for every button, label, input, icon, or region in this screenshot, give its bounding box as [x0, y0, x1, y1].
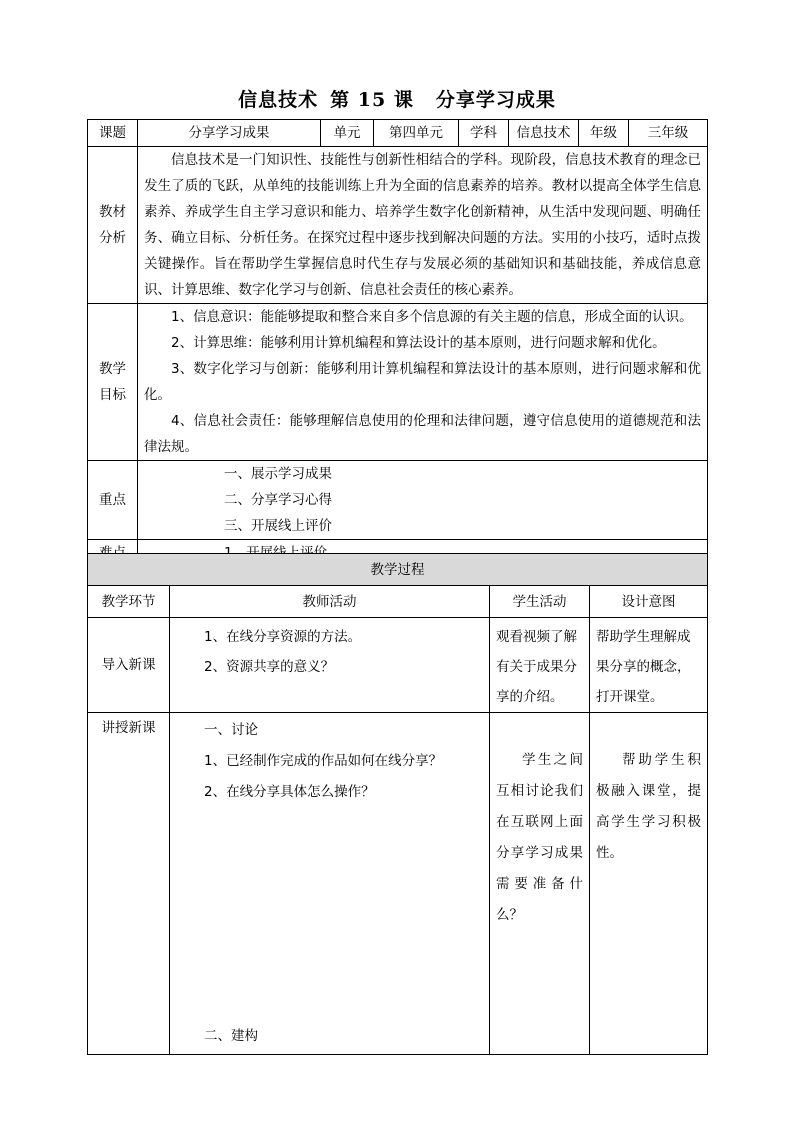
subject-value: 信息技术 [509, 120, 579, 147]
key-point-item: 三、开展线上评价 [224, 518, 332, 534]
goal-item: 2、计算思维：能够利用计算机编程和算法设计的基本原则，进行问题求解和优化。 [171, 335, 666, 351]
key-point-item: 一、展示学习成果 [224, 466, 332, 482]
analysis-text: 信息技术是一门知识性、技能性与创新性相结合的学科。现阶段，信息技术教育的理念已发生了质的飞跃，从单纯的技能训练上升为全面的信息素养的培养。教材以提高全体学生信息素养、养成学生自主学习意识和能力、培养学生数字化创新精神，从生活中发现问题、明确任务、确立目标、分析任务。在探究过程中逐步找到解决问题的方法。实用的小技巧，适时点拨关键操作。旨在帮助学生掌握信息时代生存与发展必须的基础知识和基础技能，养成信息意识、计算思维、数字化学习与创新、信息社会责任的核心素养。 [138, 147, 708, 304]
analysis-label: 教材 分析 [88, 147, 138, 304]
goals-label: 教学 目标 [88, 304, 138, 461]
key-points-label: 重点 [88, 461, 138, 540]
page-title: 信息技术 第 15 课 分享学习成果 [238, 89, 556, 111]
goal-item: 3、数字化学习与创新：能够利用计算机编程和算法设计的基本原则，进行问题求解和优化。 [144, 361, 701, 403]
col-intent-header: 设计意图 [590, 586, 708, 618]
process-header: 教学过程 [88, 554, 708, 586]
intro-teacher: 1、在线分享资源的方法。 2、资源共享的意义？ [170, 618, 490, 713]
goal-item: 1、信息意识：能能够提取和整合来自多个信息源的有关主题的信息，形成全面的认识。 [171, 309, 693, 325]
intro-student: 观看视频了解有关于成果分享的介绍。 [490, 618, 590, 713]
key-points-list [138, 461, 708, 540]
col-teacher-header: 教师活动 [170, 586, 490, 618]
subject-label: 学科 [459, 120, 509, 147]
lecture-intent: 帮助学生积极融入课堂，提高学生学习积极性。 [590, 713, 708, 1055]
lecture-student: 学生之间互相讨论我们在互联网上面分享学习成果需要准备什么？ [490, 713, 590, 1055]
intro-intent: 帮助学生理解成果分享的概念，打开课堂。 [590, 618, 708, 713]
goals-list [138, 304, 708, 461]
col-student-header: 学生活动 [490, 586, 590, 618]
unit-value: 第四单元 [374, 120, 459, 147]
lesson-info-table [87, 119, 708, 567]
lesson-label: 课题 [88, 120, 138, 147]
unit-label: 单元 [321, 120, 374, 147]
process-table [87, 553, 708, 1055]
lesson-value: 分享学习成果 [138, 120, 321, 147]
goal-item: 4、信息社会责任：能够理解信息使用的伦理和法律问题，遵守信息使用的道德规范和法律法规。 [144, 413, 701, 455]
grade-value: 三年级 [629, 120, 708, 147]
col-stage-header: 教学环节 [88, 586, 170, 618]
lecture-stage: 讲授新课 [88, 713, 170, 1055]
grade-label: 年级 [579, 120, 629, 147]
key-point-item: 二、分享学习心得 [224, 492, 332, 508]
lecture-teacher: 一、讨论 1、已经制作完成的作品如何在线分享？ 2、在线分享具体怎么操作？ 二、建构 [170, 713, 490, 1055]
intro-stage: 导入新课 [88, 618, 170, 713]
